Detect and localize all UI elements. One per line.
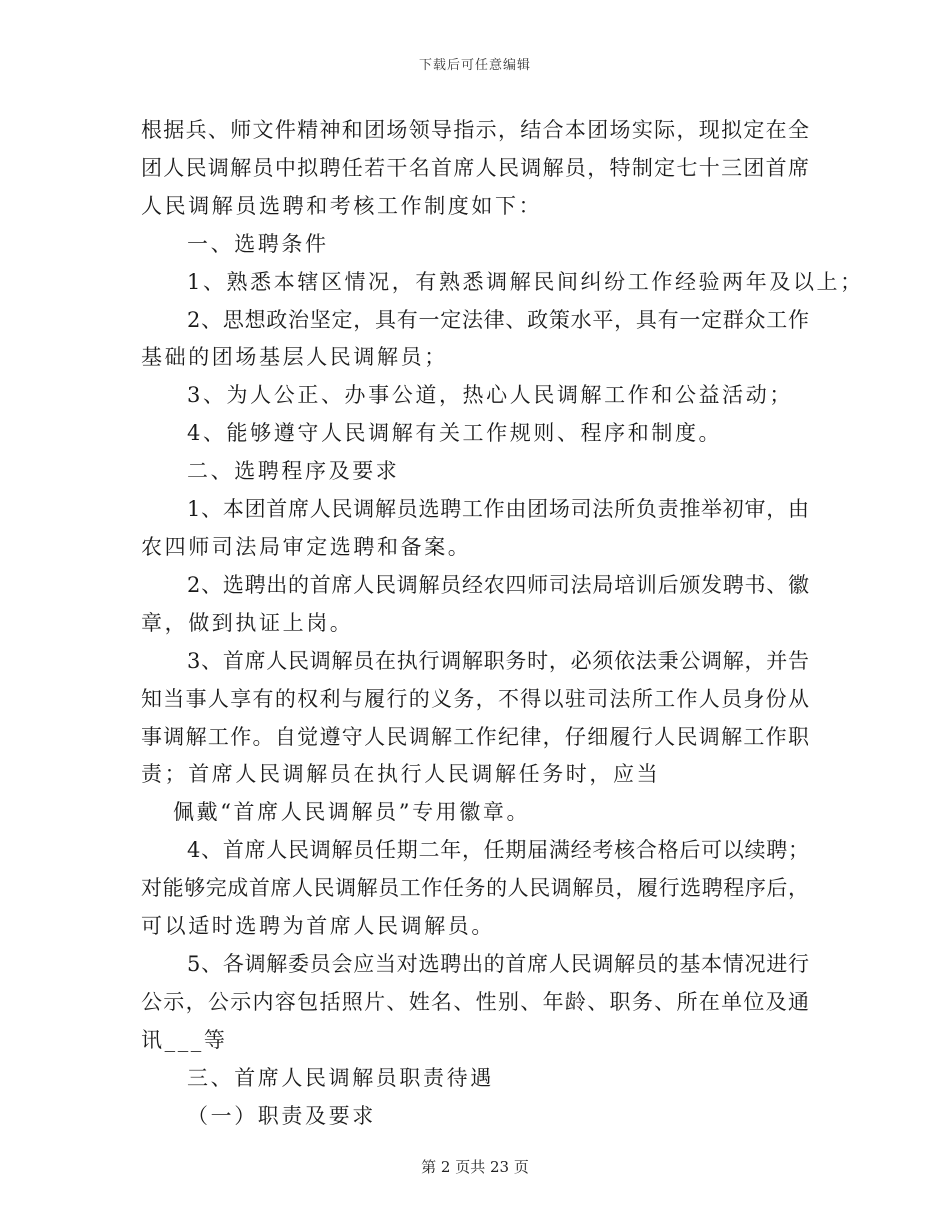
paragraph-line: 4、首席人民调解员任期二年，任期届满经考核合格后可以续聘； (187, 838, 809, 863)
page-number-footer: 第 2 页共 23 页 (421, 1158, 529, 1176)
paragraph-line: 对能够完成首席人民调解员工作任务的人民调解员，履行选聘程序后， (141, 876, 809, 901)
subsection-heading: （一）职责及要求 (187, 1103, 376, 1128)
paragraph-line: 讯___等 (141, 1027, 228, 1052)
paragraph-line: 团人民调解员中拟聘任若干名首席人民调解员，特制定七十三团首席 (141, 155, 809, 180)
paragraph-line: 事调解工作。自觉遵守人民调解工作纪律，仔细履行人民调解工作职 (141, 724, 809, 749)
paragraph-line: 人民调解员选聘和考核工作制度如下： (141, 193, 543, 218)
paragraph-line: 3、为人公正、办事公道，热心人民调解工作和公益活动； (187, 383, 793, 408)
paragraph-line: 4、能够遵守人民调解有关工作规则、程序和制度。 (187, 421, 723, 446)
paragraph-line: 2、思想政治坚定，具有一定法律、政策水平，具有一定群众工作 (187, 307, 809, 332)
paragraph-line: 3、首席人民调解员在执行调解职务时，必须依法秉公调解，并告 (187, 648, 809, 673)
document-body (141, 112, 864, 1135)
paragraph-line: 农四师司法局审定选聘和备案。 (141, 534, 472, 559)
paragraph-line: 2、选聘出的首席人民调解员经农四师司法局培训后颁发聘书、徽 (187, 572, 809, 597)
paragraph-line: 5、各调解委员会应当对选聘出的首席人民调解员的基本情况进行 (187, 951, 809, 976)
page-header-note: 下载后可任意编辑 (418, 58, 531, 73)
paragraph-line: 根据兵、师文件精神和团场领导指示，结合本团场实际，现拟定在全 (141, 118, 809, 142)
paragraph-line: 可以适时选聘为首席人民调解员。 (141, 914, 495, 939)
paragraph-line: 章，做到执证上岗。 (141, 610, 354, 635)
paragraph-line: 公示，公示内容包括照片、姓名、性别、年龄、职务、所在单位及通 (141, 989, 809, 1014)
section-heading-1: 一、选聘条件 (187, 231, 329, 256)
section-heading-3: 三、首席人民调解员职责待遇 (187, 1065, 494, 1090)
paragraph-line: 1、熟悉本辖区情况，有熟悉调解民间纠纷工作经验两年及以上； (187, 269, 864, 294)
section-heading-2: 二、选聘程序及要求 (187, 459, 400, 484)
paragraph-line: 1、本团首席人民调解员选聘工作由团场司法所负责推举初审，由 (187, 497, 809, 522)
paragraph-line: 基础的团场基层人民调解员； (141, 345, 448, 370)
paragraph-line: 佩戴“首席人民调解员”专用徽章。 (173, 800, 531, 825)
paragraph-line: 知当事人享有的权利与履行的义务，不得以驻司法所工作人员身份从 (141, 686, 809, 711)
paragraph-line: 责；首席人民调解员在执行人民调解任务时，应当 (141, 762, 661, 787)
